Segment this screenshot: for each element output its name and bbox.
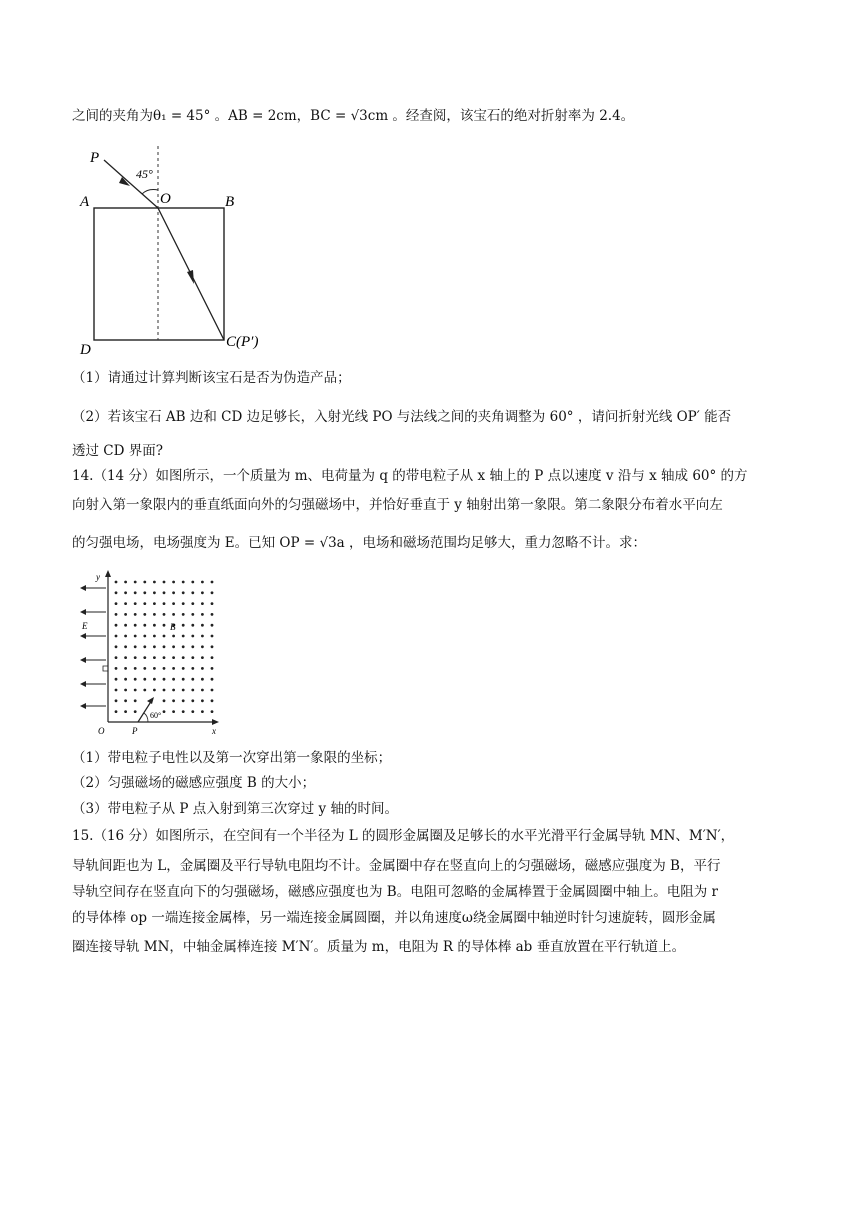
field-dot [211,699,214,702]
field-dot [143,613,146,616]
field-dot [115,581,118,584]
label-angle-45: 45° [136,167,153,181]
label-O: O [98,726,105,736]
question-15-stem-c: 导轨空间存在竖直向下的匀强磁场，磁感应强度也为 B。电阻可忽略的金属棒置于金属圆圈中轴上。电阻为 r [72,884,718,900]
field-dot [115,678,118,681]
question-14-part-3: （3）带电粒子从 P 点入射到第三次穿过 y 轴的时间。 [72,801,398,817]
field-dot [172,656,175,659]
field-dot [182,678,185,681]
field-dot [201,581,204,584]
label-angle-60: 60° [150,711,162,720]
field-dot [124,656,127,659]
label-P: P [90,150,100,166]
field-dot [172,667,175,670]
prism-rect [94,208,224,340]
field-dot [124,613,127,616]
field-dot [115,591,118,594]
angle-arc [142,190,158,195]
field-dot [191,624,194,627]
field-dot [134,635,137,638]
field-dot [115,699,118,702]
field-dot [124,635,127,638]
field-dot [134,613,137,616]
field-dot [153,645,156,648]
field-dot [115,667,118,670]
question-15-stem-b: 导轨间距也为 L，金属圈及平行导轨电阻均不计。金属圈中存在竖直向上的匀强磁场，磁感应强度为 B，平行 [72,858,721,874]
field-dot [124,667,127,670]
field-arrowhead [80,657,86,663]
label-P: P [132,726,138,736]
field-dot [191,602,194,605]
field-dot [134,699,137,702]
field-dot [172,613,175,616]
field-dot [191,710,194,713]
field-dot [153,678,156,681]
field-dot [163,699,166,702]
field-dot [172,581,175,584]
field-dot [191,581,194,584]
y-axis-arrow [105,570,111,577]
label-C: C(P′) [226,334,259,350]
field-dot [163,624,166,627]
question-15-stem-e: 圈连接导轨 MN，中轴金属棒连接 M′N′。质量为 m，电阻为 R 的导体棒 ab 垂直放置在平行轨道上。 [72,939,686,955]
label-D: D [80,342,91,358]
label-A: A [80,194,90,210]
question-14-part-1: （1）带电粒子电性以及第一次穿出第一象限的坐标； [72,750,392,766]
right-angle-mark [103,666,108,671]
field-dot [211,624,214,627]
label-x: x [212,726,216,736]
field-dot [163,656,166,659]
field-arrowhead [80,609,86,615]
field-dot [201,699,204,702]
field-dot [163,602,166,605]
field-dot [191,635,194,638]
field-dot [134,581,137,584]
field-dot [201,635,204,638]
field-figure [74,566,234,744]
field-dot [163,613,166,616]
question-13-part-2a: （2）若该宝石 AB 边和 CD 边足够长，入射光线 PO 与法线之间的夹角调整为 60° ，请问折射光线 OP′ 能否 [72,409,732,425]
field-dot [182,581,185,584]
field-dot [124,602,127,605]
label-B: B [170,622,176,632]
field-dot [115,635,118,638]
field-dot [211,689,214,692]
prism-figure [78,146,278,358]
question-15-stem-d: 的导体棒 op 一端连接金属棒，另一端连接金属圆圈，并以角速度ω绕金属圈中轴逆时针匀速旋转，圆形金属 [72,910,716,926]
field-dot [201,591,204,594]
field-dot [182,602,185,605]
field-dot [211,581,214,584]
refracted-arrow [187,270,194,284]
field-dot [143,624,146,627]
field-dot [134,656,137,659]
electric-field-arrows [80,585,106,709]
field-dot [191,689,194,692]
field-dot [163,678,166,681]
field-dot [163,710,166,713]
field-dot [153,635,156,638]
field-dot [211,591,214,594]
field-dot [124,581,127,584]
field-dot [191,645,194,648]
field-arrowhead [80,681,86,687]
label-O: O [160,191,171,207]
field-dot [143,645,146,648]
field-dot [182,667,185,670]
field-dot [143,689,146,692]
field-dot [143,635,146,638]
question-15-stem-a: 15.（16 分）如图所示，在空间有一个半径为 L 的圆形金属圈及足够长的水平光滑平行金属导轨 MN、M′N′， [72,828,735,844]
field-dot [124,645,127,648]
field-dot [134,678,137,681]
field-dot [191,678,194,681]
field-dot [172,689,175,692]
field-dot [134,591,137,594]
field-dot [153,602,156,605]
field-dot [115,656,118,659]
field-dot [134,689,137,692]
field-dot [115,613,118,616]
field-dot [201,656,204,659]
field-dot [211,613,214,616]
field-dot [115,645,118,648]
field-dot [211,656,214,659]
field-dot [143,656,146,659]
field-dot [143,602,146,605]
field-arrowhead [80,703,86,709]
field-dot [182,613,185,616]
field-dot [211,710,214,713]
field-dot [201,645,204,648]
field-dot [182,699,185,702]
field-dot [182,591,185,594]
field-dot [124,624,127,627]
field-dot [172,699,175,702]
field-dot [163,591,166,594]
field-dot [124,591,127,594]
field-dot [153,667,156,670]
field-dot [201,602,204,605]
field-dot [211,602,214,605]
field-dot [143,667,146,670]
field-dot [153,624,156,627]
field-dot [124,710,127,713]
field-dot [172,591,175,594]
field-dot [134,645,137,648]
field-dot [153,689,156,692]
field-arrowhead [80,633,86,639]
field-dot [172,602,175,605]
field-dot [163,689,166,692]
field-dot [115,689,118,692]
field-dot [115,624,118,627]
field-dot [201,710,204,713]
text-line-angle-dimensions: 之间的夹角为θ₁ = 45° 。AB = 2cm，BC = √3cm 。经查阅，该宝石的绝对折射率为 2.4。 [72,108,635,124]
field-dot [191,613,194,616]
x-axis-arrow [212,719,219,725]
field-dot [134,710,137,713]
question-14-stem-c: 的匀强电场，电场强度为 E。已知 OP = √3a ，电场和磁场范围均足够大，重力忽略不计。求： [72,535,647,551]
field-dot [182,624,185,627]
field-dot [182,656,185,659]
field-dot [163,635,166,638]
field-dot [153,591,156,594]
field-dot [172,635,175,638]
field-dot [143,678,146,681]
field-dot [163,645,166,648]
field-dot [134,624,137,627]
field-dot [153,613,156,616]
field-dot [191,591,194,594]
question-14-part-2: （2）匀强磁场的磁感应强度 B 的大小； [72,775,316,791]
field-dot [153,656,156,659]
field-dot [163,667,166,670]
field-dot [211,645,214,648]
field-dot [115,602,118,605]
question-13-part-2b: 透过 CD 界面? [72,443,163,459]
field-dot [201,667,204,670]
field-dot [191,699,194,702]
field-dot [134,602,137,605]
field-dot [201,613,204,616]
field-dot [211,678,214,681]
field-dot [163,581,166,584]
field-dot [172,678,175,681]
field-dot [182,635,185,638]
angle-arc-60 [144,713,148,722]
field-dot [134,667,137,670]
field-dot [182,710,185,713]
label-y: y [96,572,100,582]
field-dot [115,710,118,713]
label-B: B [225,194,235,210]
field-dot [211,667,214,670]
field-dot [143,581,146,584]
magnetic-field-dots [115,581,214,713]
label-E: E [82,621,88,631]
field-dot [172,710,175,713]
question-14-stem-b: 向射入第一象限内的垂直纸面向外的匀强磁场中，并恰好垂直于 y 轴射出第一象限。第二象限分布着水平向左 [72,497,723,513]
velocity-arrowhead [147,697,154,704]
field-dot [124,699,127,702]
field-dot [201,689,204,692]
field-dot [124,689,127,692]
field-dot [143,591,146,594]
field-dot [124,678,127,681]
field-dot [182,645,185,648]
field-dot [201,624,204,627]
field-dot [211,635,214,638]
field-arrowhead [80,585,86,591]
question-14-stem-a: 14.（14 分）如图所示，一个质量为 m、电荷量为 q 的带电粒子从 x 轴上的 P 点以速度 v 沿与 x 轴成 60° 的方 [72,468,748,484]
field-dot [191,667,194,670]
question-13-part-1: （1）请通过计算判断该宝石是否为伪造产品； [72,370,351,386]
field-dot [201,678,204,681]
field-dot [172,645,175,648]
field-dot [182,689,185,692]
field-dot [191,656,194,659]
field-dot [153,581,156,584]
